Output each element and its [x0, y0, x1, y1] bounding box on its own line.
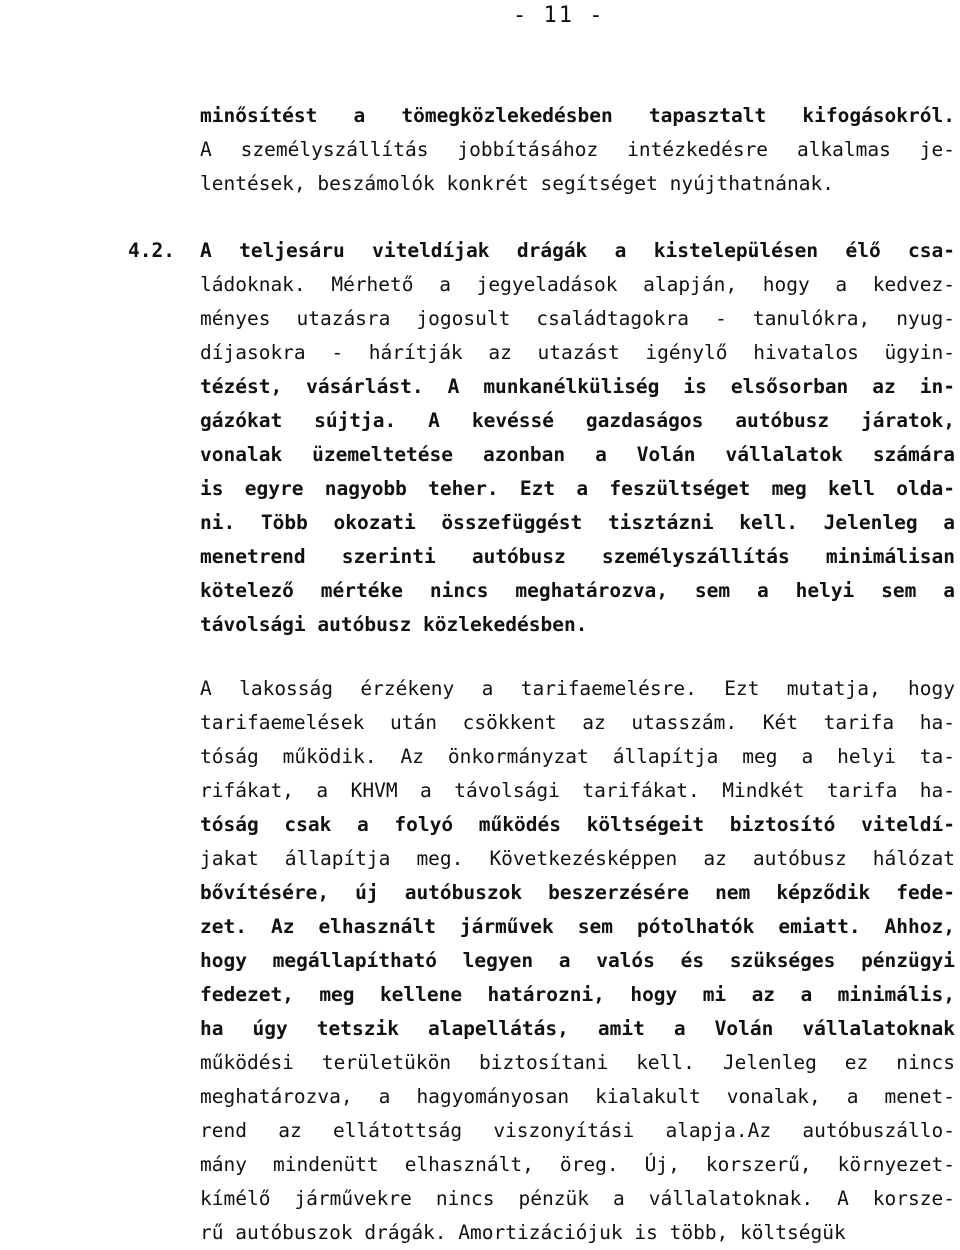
text-line: menetrend szerinti autóbusz személyszállítás minimálisan: [200, 545, 955, 568]
text-line: A teljesáru viteldíjak drágák a kistelepülésen élő csa-: [200, 239, 955, 262]
text-line: minősítést a tömegközlekedésben tapasztalt kifogásokról.: [200, 104, 955, 127]
text-line: lentések, beszámolók konkrét segítséget nyújthatnának.: [200, 172, 834, 195]
text-line: kötelező mértéke nincs meghatározva, sem a helyi sem a: [200, 579, 955, 602]
text-line: rű autóbuszok drágák. Amortizációjuk is több, költségük: [200, 1221, 846, 1244]
text-line: fedezet, meg kellene határozni, hogy mi az a minimális,: [200, 983, 955, 1006]
text-line: díjasokra - hárítják az utazást igénylő hivatalos ügyin-: [200, 341, 955, 364]
text-line: tézést, vásárlást. A munkanélküliség is elsősorban az in-: [200, 375, 955, 398]
text-line: ményes utazásra jogosult családtagokra - tanulókra, nyug-: [200, 307, 955, 330]
page-number: - 11 -: [513, 3, 605, 28]
text-line: ni. Több okozati összefüggést tisztázni kell. Jelenleg a: [200, 511, 955, 534]
paragraph-1: [200, 99, 955, 201]
text-line: rifákat, a KHVM a távolsági tarifákat. Mindkét tarifa ha-: [200, 779, 955, 802]
section-number: 4.2.: [128, 239, 175, 262]
text-line: ha úgy tetszik alapellátás, amit a Volán vállalatoknak: [200, 1017, 955, 1040]
paragraph-3: [200, 672, 955, 1250]
section-heading-line: [128, 234, 955, 268]
text-line: meghatározva, a hagyományosan kialakult vonalak, a menet-: [200, 1085, 955, 1108]
text-line: rend az ellátottság viszonyítási alapja.Az autóbuszállo-: [200, 1119, 955, 1142]
section-4-2: [128, 234, 955, 642]
text-line: mány mindenütt elhasznált, öreg. Új, korszerű, környezet-: [200, 1153, 955, 1176]
text-line: távolsági autóbusz közlekedésben.: [200, 613, 588, 636]
text-line: tóság csak a folyó működés költségeit biztosító viteldí-: [200, 813, 955, 836]
text-line: A személyszállítás jobbításához intézkedésre alkalmas je-: [200, 138, 955, 161]
text-line: jakat állapítja meg. Következésképpen az autóbusz hálózat: [200, 847, 955, 870]
text-line: A lakosság érzékeny a tarifaemelésre. Ezt mutatja, hogy: [200, 677, 955, 700]
text-line: hogy megállapítható legyen a valós és szükséges pénzügyi: [200, 949, 955, 972]
text-line: ládoknak. Mérhető a jegyeladások alapján, hogy a kedvez-: [200, 273, 955, 296]
text-line: tóság működik. Az önkormányzat állapítja meg a helyi ta-: [200, 745, 955, 768]
text-line: vonalak üzemeltetése azonban a Volán vállalatok számára: [200, 443, 955, 466]
text-line: is egyre nagyobb teher. Ezt a feszültséget meg kell olda-: [200, 477, 955, 500]
text-line: gázókat sújtja. A kevéssé gazdaságos autóbusz járatok,: [200, 409, 955, 432]
text-line: bővítésére, új autóbuszok beszerzésére nem képződik fede-: [200, 881, 955, 904]
text-line: kímélő járművekre nincs pénzük a vállalatoknak. A korsze-: [200, 1187, 955, 1210]
text-line: működési területükön biztosítani kell. Jelenleg ez nincs: [200, 1051, 955, 1074]
text-line: tarifaemelések után csökkent az utasszám. Két tarifa ha-: [200, 711, 955, 734]
text-line: zet. Az elhasznált járművek sem pótolhatók emiatt. Ahhoz,: [200, 915, 955, 938]
